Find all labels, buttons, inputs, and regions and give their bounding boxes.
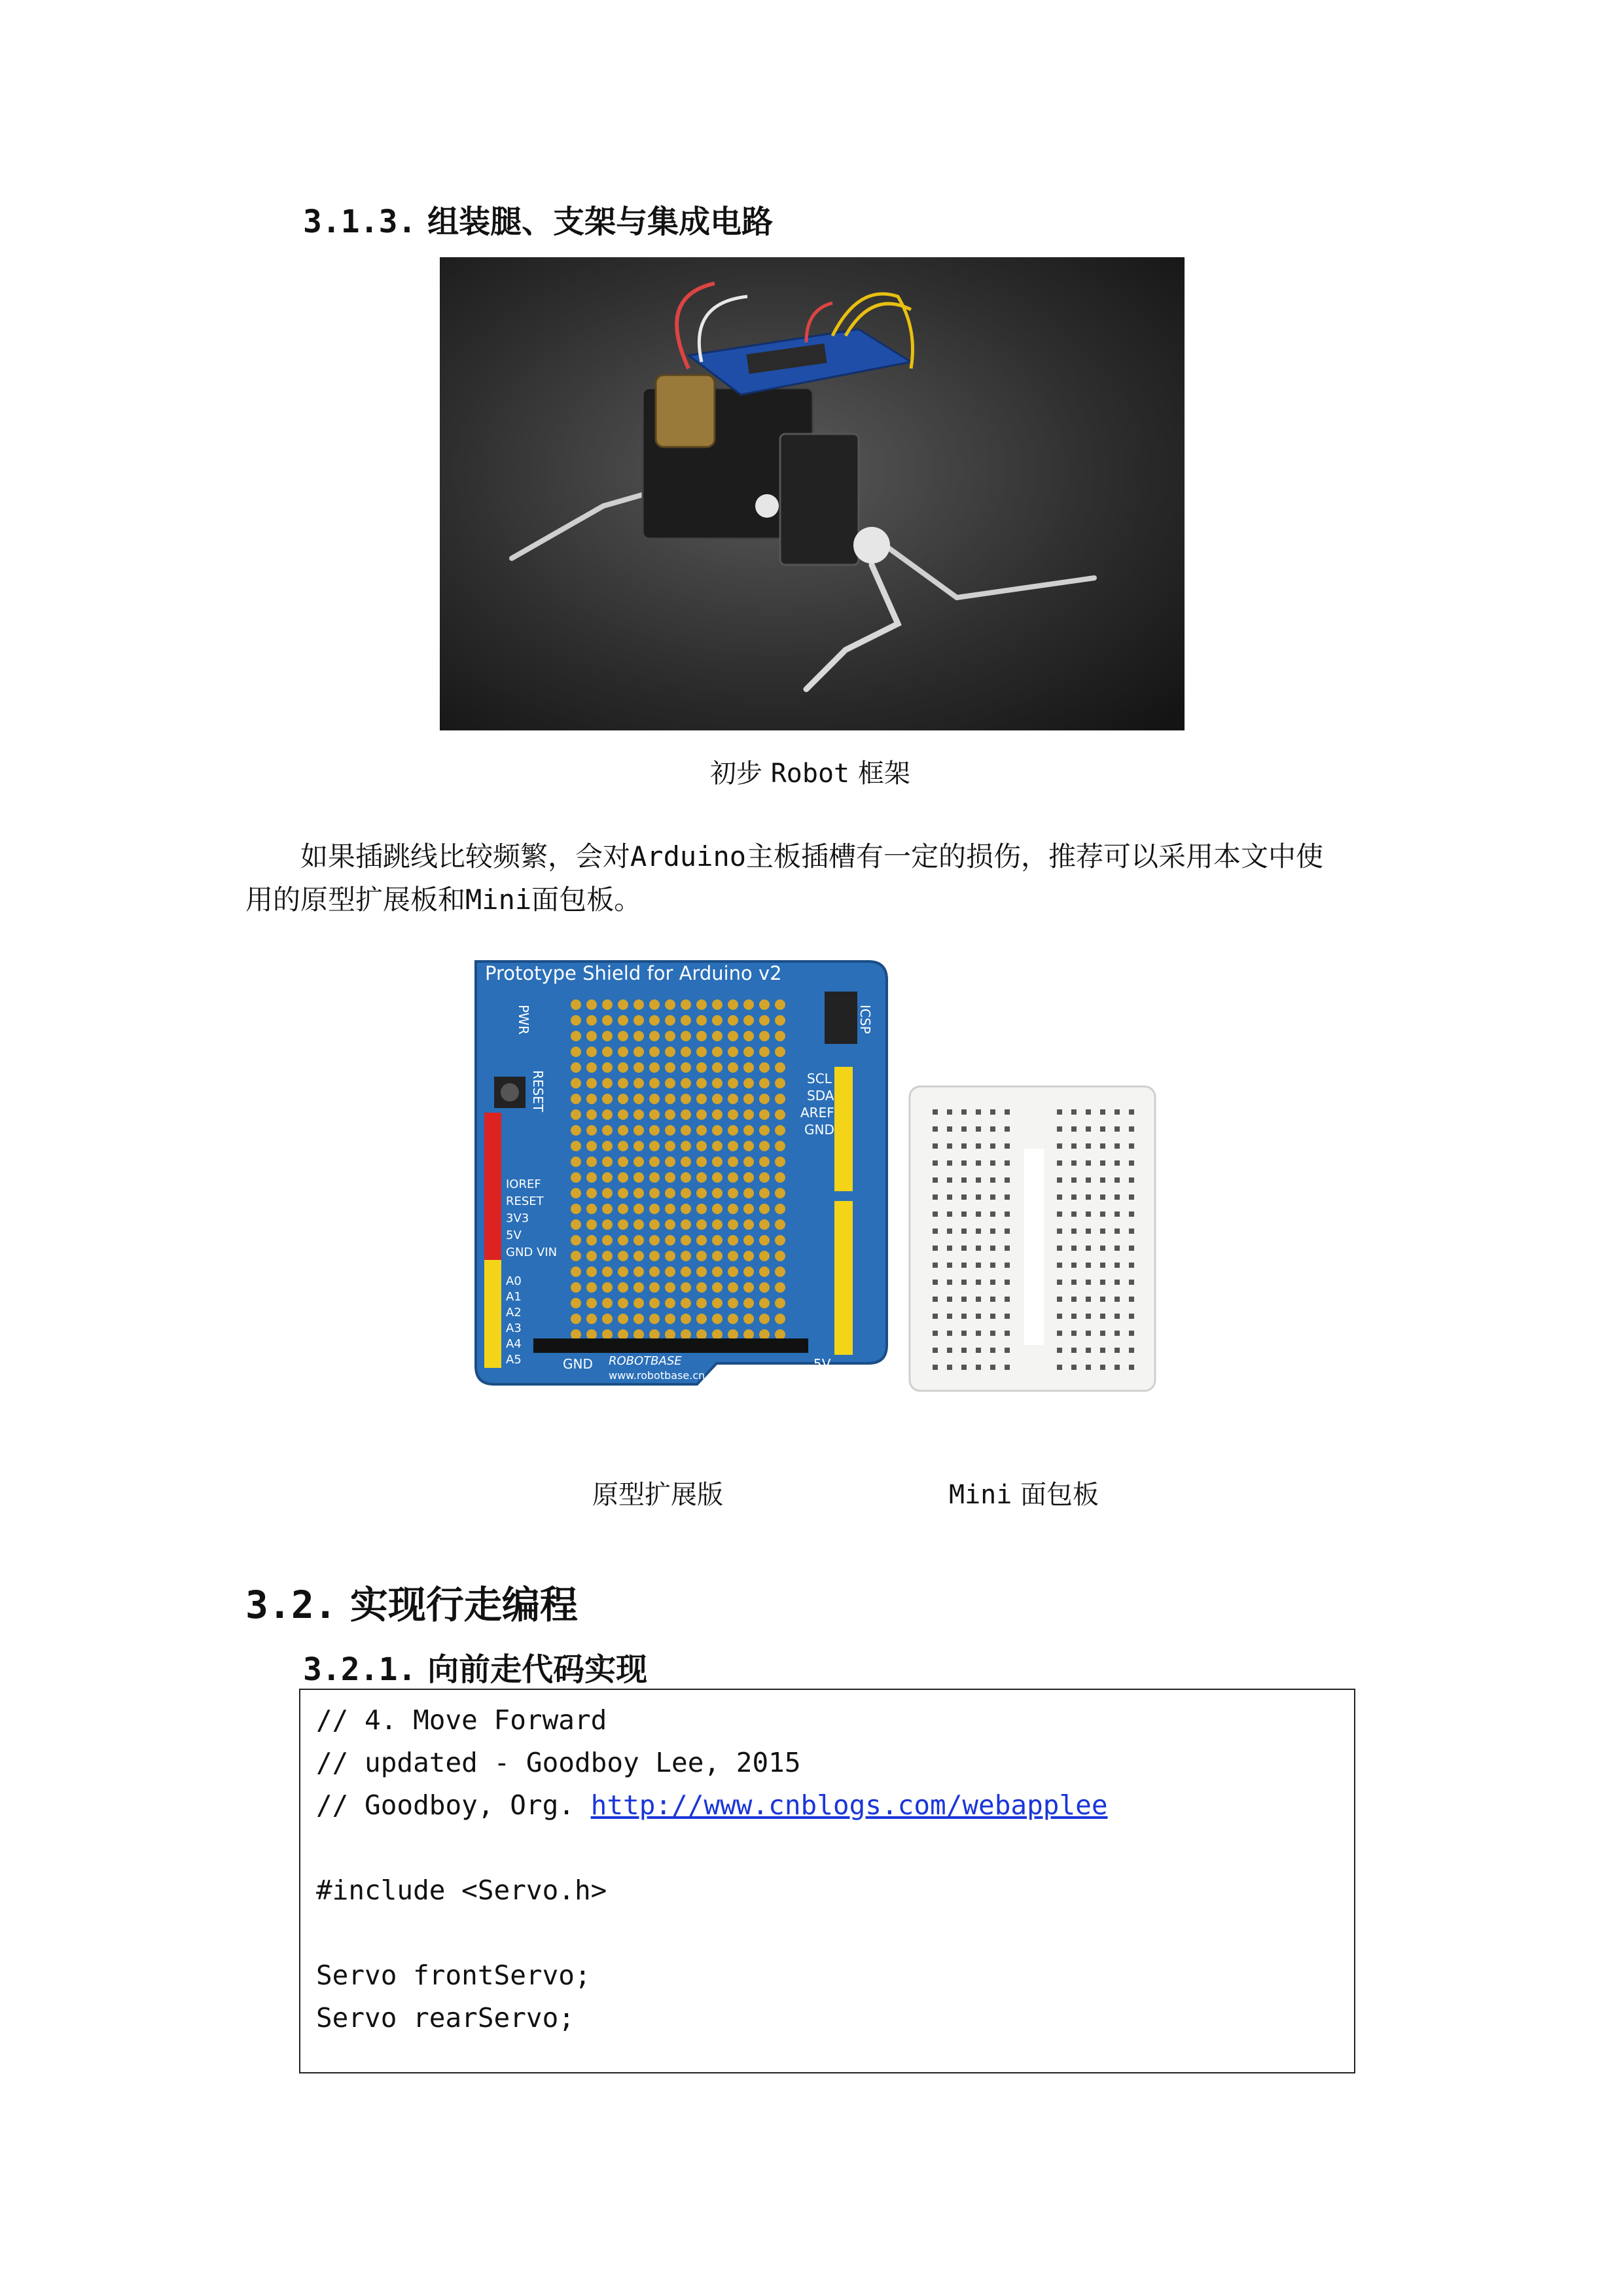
- caption-term: Mini: [949, 1480, 1012, 1510]
- caption-text: 初步: [710, 759, 762, 789]
- label-3v3: 3V3: [506, 1211, 529, 1225]
- code-line-7: Servo frontServo;: [316, 1960, 591, 1991]
- robot-photo: [440, 257, 1185, 730]
- text-term: Arduino: [630, 840, 747, 872]
- label-reset-2: RESET: [506, 1194, 544, 1208]
- caption-text: 面包板: [1020, 1480, 1099, 1510]
- label-icsp: ICSP: [857, 1005, 873, 1034]
- figure-caption-shield: 原型扩展版: [592, 1480, 723, 1510]
- label-5v-bottom: 5V: [813, 1356, 831, 1372]
- section-heading-3-2: [245, 1574, 578, 1629]
- brand-site: www.robotbase.cn: [609, 1369, 705, 1382]
- prototype-shield: [476, 961, 887, 1384]
- body-paragraph: [245, 835, 1384, 922]
- label-ioref: IOREF: [506, 1177, 541, 1191]
- label-a2: A2: [506, 1306, 522, 1319]
- shield-and-breadboard-photo: [468, 952, 1181, 1437]
- figure-caption-breadboard: [949, 1474, 1099, 1511]
- section-title: 组装腿、支架与集成电路: [427, 204, 774, 240]
- section-title: 实现行走编程: [349, 1583, 578, 1627]
- code-line-6: [316, 1912, 1338, 1954]
- code-comment: // Goodboy, Org.: [316, 1789, 591, 1821]
- label-gnd-vin: GND VIN: [506, 1246, 558, 1259]
- section-heading-3-2-1: [303, 1644, 647, 1689]
- code-line-8: Servo rearServo;: [316, 2002, 575, 2034]
- label-aref: AREF: [800, 1105, 834, 1121]
- text-run: 如果插跳线比较频繁，会对: [300, 840, 631, 872]
- caption-term: Robot: [770, 759, 850, 789]
- label-scl: SCL: [807, 1071, 832, 1086]
- text-run: 主板插槽有一定的损伤，推荐可以采用本文中使: [746, 840, 1324, 872]
- mini-breadboard: [910, 1086, 1155, 1391]
- text-run: 面包板。: [531, 884, 642, 916]
- paragraph-line-1: [245, 835, 1384, 878]
- label-a1: A1: [506, 1290, 522, 1304]
- brand-logo: ROBOTBASE: [609, 1354, 682, 1368]
- section-number: 3.2.: [245, 1583, 337, 1627]
- label-5v: 5V: [506, 1229, 522, 1242]
- label-gnd-bottom: GND: [563, 1356, 593, 1372]
- code-line-4: [316, 1827, 1338, 1869]
- label-gnd: GND: [804, 1122, 834, 1138]
- code-listing: [299, 1689, 1355, 2073]
- label-sda: SDA: [807, 1088, 834, 1103]
- code-line-5: #include <Servo.h>: [316, 1874, 607, 1906]
- section-number: 3.1.3.: [303, 204, 417, 240]
- text-run: 用的原型扩展板和: [245, 884, 466, 916]
- code-line-1: // 4. Move Forward: [316, 1704, 607, 1736]
- code-line-2: // updated - Goodboy Lee, 2015: [316, 1747, 801, 1778]
- label-a4: A4: [506, 1337, 522, 1351]
- shield-title: Prototype Shield for Arduino v2: [485, 962, 782, 984]
- label-a5: A5: [506, 1353, 522, 1367]
- blog-link[interactable]: http://www.cnblogs.com/webapplee: [590, 1789, 1108, 1821]
- code-line-3: [316, 1784, 1338, 1827]
- label-reset: RESET: [530, 1070, 546, 1113]
- caption-text-end: 框架: [857, 759, 910, 789]
- paragraph-line-2: [245, 878, 1384, 922]
- label-a0: A0: [506, 1274, 522, 1288]
- label-a3: A3: [506, 1321, 522, 1335]
- figure-caption-robot: [710, 753, 910, 790]
- section-title: 向前走代码实现: [427, 1651, 648, 1688]
- section-number: 3.2.1.: [303, 1651, 417, 1688]
- text-term: Mini: [465, 884, 532, 916]
- label-pwr: PWR: [516, 1005, 531, 1035]
- section-heading-3-1-3: [303, 196, 773, 242]
